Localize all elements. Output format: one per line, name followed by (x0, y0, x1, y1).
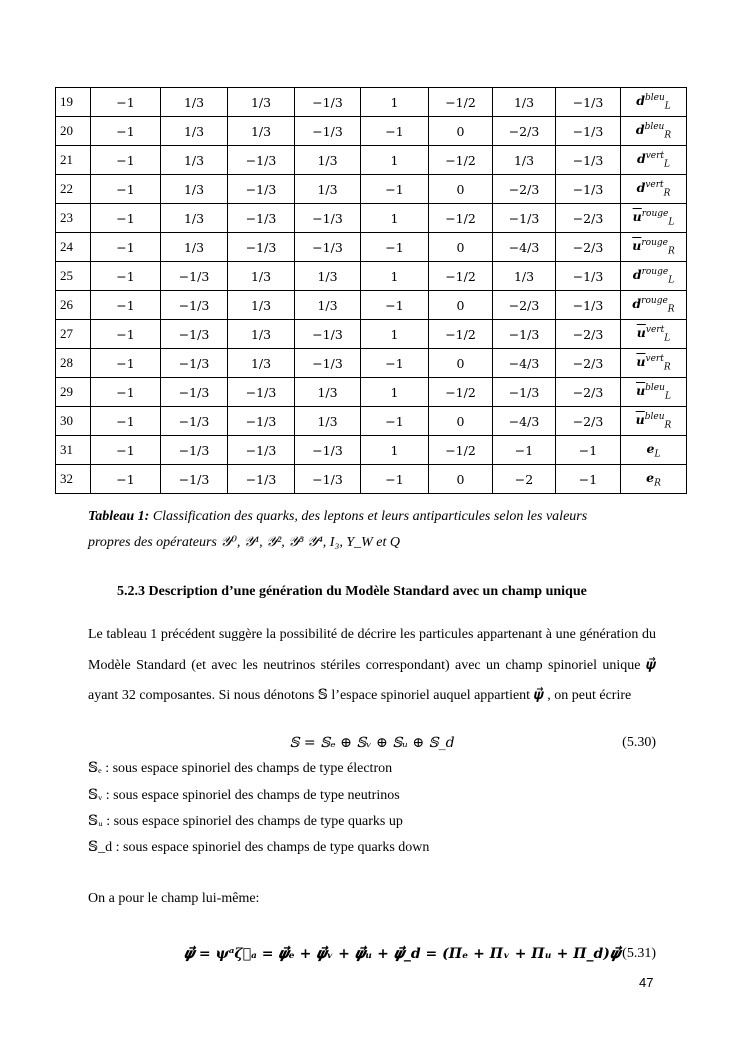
particle-base: $\overline{u}$ (632, 208, 642, 224)
table-cell: 1/3 (295, 175, 361, 204)
body-paragraph: Le tableau 1 précédent suggère la possibilité de décrire les particules appartenant à une génération du Modèle Standard (et avec les neutrinos stériles correspondant) avec un champ spinoriel unique 𝝍⃗ ayant 32 composantes. Si nous dénotons 𝕊 l’espace spinoriel auquel appartient 𝝍⃗ , on peut écrire (88, 627, 656, 703)
table-cell: −2/3 (556, 233, 621, 262)
particle-color: vert (645, 324, 665, 335)
table-cell: −1/3 (228, 407, 295, 436)
particle-symbol (621, 320, 687, 349)
table-cell: 1 (361, 378, 429, 407)
table-cell: −1 (91, 320, 161, 349)
row-index: 27 (56, 320, 91, 349)
table-cell: −1/3 (228, 465, 295, 494)
table-cell: −1 (361, 233, 429, 262)
particle-base: d (635, 121, 645, 137)
table-cell: −1/2 (429, 204, 493, 233)
particle-symbol (621, 436, 687, 465)
table-row (56, 407, 687, 436)
particle-chirality: L (664, 333, 671, 344)
particle-symbol (621, 233, 687, 262)
table-cell: 1/3 (161, 88, 228, 117)
table-cell: −1/2 (429, 436, 493, 465)
table-cell: 1/3 (228, 291, 295, 320)
table-cell: −1/2 (429, 320, 493, 349)
table-row (56, 320, 687, 349)
table-cell: −1/3 (295, 436, 361, 465)
table-cell: 0 (429, 349, 493, 378)
table-cell: −1/3 (295, 117, 361, 146)
particle-symbol (621, 407, 687, 436)
table-cell: −1/3 (228, 378, 295, 407)
particle-chirality: R (663, 362, 671, 373)
table-cell: 1/3 (228, 88, 295, 117)
table-row (56, 233, 687, 262)
table-cell: 0 (429, 233, 493, 262)
table-cell: −1 (91, 291, 161, 320)
table-cell: −1 (361, 175, 429, 204)
table-cell: 1/3 (161, 146, 228, 175)
table-cell: −1/3 (295, 88, 361, 117)
particle-chirality: L (654, 449, 661, 460)
definition-line: 𝕊ᵤ : sous espace spinoriel des champs de type quarks up (88, 814, 403, 829)
particle-base: e (646, 440, 655, 456)
table-cell: −1 (361, 117, 429, 146)
section-heading: 5.2.3 Description d’une génération du Modèle Standard avec un champ unique (117, 584, 587, 599)
table-row (56, 204, 687, 233)
particle-chirality: L (664, 101, 671, 112)
particle-chirality: L (668, 217, 675, 228)
particle-base: d (632, 266, 642, 282)
equation-5-31-number: (5.31) (622, 946, 656, 961)
particle-chirality: R (667, 246, 675, 257)
table-cell: −1 (361, 291, 429, 320)
particle-chirality: R (664, 130, 672, 141)
table-caption (88, 504, 668, 556)
particle-chirality: R (664, 420, 672, 431)
table-cell: −2/3 (493, 175, 556, 204)
table-cell: −1/3 (161, 320, 228, 349)
table-cell: −1/3 (556, 88, 621, 117)
row-index: 24 (56, 233, 91, 262)
table-cell: 1 (361, 204, 429, 233)
row-index: 22 (56, 175, 91, 204)
table-cell: −2/3 (493, 117, 556, 146)
particle-chirality: L (668, 275, 675, 286)
table-cell: 1 (361, 262, 429, 291)
particle-base: $\overline{u}$ (632, 237, 642, 253)
table-cell: −1/3 (556, 175, 621, 204)
table-cell: −1/3 (228, 436, 295, 465)
table-cell: −1/3 (228, 146, 295, 175)
table-cell: 0 (429, 407, 493, 436)
particle-symbol (621, 378, 687, 407)
table-cell: −1/3 (228, 233, 295, 262)
row-index: 31 (56, 436, 91, 465)
particle-chirality: L (664, 391, 671, 402)
row-index: 26 (56, 291, 91, 320)
table-cell: −4/3 (493, 233, 556, 262)
particle-color: vert (645, 179, 664, 190)
particle-chirality: R (663, 188, 671, 199)
table-row (56, 88, 687, 117)
table-cell: −1/3 (161, 465, 228, 494)
row-index: 19 (56, 88, 91, 117)
particle-color: bleu (645, 382, 665, 393)
table-cell: −1/3 (295, 320, 361, 349)
table-cell: 0 (429, 465, 493, 494)
row-index: 29 (56, 378, 91, 407)
table-cell: −1/2 (429, 146, 493, 175)
equation-5-31-math: 𝝍⃗ = 𝝍ᵃζ⃗ₐ = 𝝍⃗ₑ + 𝝍⃗ᵥ + 𝝍⃗ᵤ + 𝝍⃗_d = (Πₑ + Πᵥ + Πᵤ + Π_d)𝝍⃗ (183, 946, 621, 962)
particle-color: rouge (641, 237, 668, 248)
table-cell: 0 (429, 291, 493, 320)
particle-base: $\overline{u}$ (636, 382, 646, 398)
table-cell: 0 (429, 175, 493, 204)
table-cell: −2/3 (556, 407, 621, 436)
table-row (56, 349, 687, 378)
particle-symbol (621, 204, 687, 233)
table-cell: 1/3 (161, 204, 228, 233)
table-cell: −1 (91, 175, 161, 204)
table-cell: −1 (556, 465, 621, 494)
definition-line: 𝕊_d : sous espace spinoriel des champs de type quarks down (88, 840, 430, 855)
particle-color: vert (645, 353, 664, 364)
row-index: 23 (56, 204, 91, 233)
particle-color: bleu (644, 121, 665, 132)
particle-color: vert (645, 150, 665, 161)
table-cell: 1/3 (161, 117, 228, 146)
table-cell: −1 (556, 436, 621, 465)
table-cell: −1/3 (228, 204, 295, 233)
table-cell: −2/3 (493, 291, 556, 320)
table-cell: 1/3 (228, 117, 295, 146)
particle-symbol (621, 175, 687, 204)
particle-symbol (621, 291, 687, 320)
particle-symbol (621, 88, 687, 117)
table-cell: 1/3 (295, 262, 361, 291)
definition-line: 𝕊ᵥ : sous espace spinoriel des champs de type neutrinos (88, 788, 400, 803)
table-cell: 1/3 (228, 320, 295, 349)
table-cell: −1/3 (161, 378, 228, 407)
particle-base: $\overline{u}$ (635, 411, 645, 427)
table-cell: −4/3 (493, 349, 556, 378)
table-cell: 1/3 (493, 262, 556, 291)
table-cell: −1 (91, 146, 161, 175)
table-cell: −1 (91, 378, 161, 407)
field-intro: On a pour le champ lui-même: (88, 891, 260, 906)
particle-chirality: L (664, 159, 671, 170)
table-cell: −1/3 (295, 233, 361, 262)
particle-symbol (621, 262, 687, 291)
table-row (56, 146, 687, 175)
classification-table (55, 87, 687, 494)
particle-symbol (621, 349, 687, 378)
table-cell: −1/3 (493, 204, 556, 233)
equation-5-30 (88, 735, 656, 755)
particle-base: d (636, 150, 646, 166)
particle-base: $\overline{u}$ (636, 353, 646, 369)
table-cell: −1 (361, 407, 429, 436)
table-cell: −1 (91, 88, 161, 117)
table-cell: 1/3 (295, 291, 361, 320)
table-cell: 1/3 (228, 262, 295, 291)
particle-chirality: R (667, 304, 675, 315)
table-cell: 1/3 (228, 349, 295, 378)
equation-5-31 (88, 946, 656, 966)
particle-color: rouge (641, 266, 669, 277)
table-cell: −1/3 (556, 117, 621, 146)
particle-color: rouge (641, 208, 669, 219)
table-cell: −2/3 (556, 378, 621, 407)
table-cell: −1 (91, 436, 161, 465)
table-cell: −1/2 (429, 88, 493, 117)
table-row (56, 378, 687, 407)
table-row (56, 436, 687, 465)
table-cell: 1 (361, 436, 429, 465)
table-cell: 1/3 (161, 233, 228, 262)
table-cell: −1/3 (493, 320, 556, 349)
table-cell: −1 (361, 465, 429, 494)
table-cell: −1/3 (556, 262, 621, 291)
table-cell: −1/3 (493, 378, 556, 407)
particle-color: bleu (645, 92, 665, 103)
table-cell: 0 (429, 117, 493, 146)
table-cell: −2/3 (556, 320, 621, 349)
row-index: 21 (56, 146, 91, 175)
table-cell: −1/3 (556, 291, 621, 320)
row-index: 25 (56, 262, 91, 291)
table-cell: 1/3 (493, 146, 556, 175)
row-index: 20 (56, 117, 91, 146)
table-row (56, 117, 687, 146)
table-cell: −1 (91, 465, 161, 494)
row-index: 30 (56, 407, 91, 436)
caption-label: Tableau 1: (88, 509, 150, 524)
table-cell: −1/3 (295, 465, 361, 494)
table-cell: −1/3 (295, 349, 361, 378)
particle-chirality: R (654, 478, 661, 489)
table-cell: 1 (361, 320, 429, 349)
table-cell: −1 (91, 262, 161, 291)
table-cell: −1 (91, 117, 161, 146)
row-index: 32 (56, 465, 91, 494)
table-cell: −1/3 (228, 175, 295, 204)
particle-base: d (632, 295, 642, 311)
table-row (56, 291, 687, 320)
table-cell: −1/2 (429, 378, 493, 407)
table-cell: 1/3 (295, 407, 361, 436)
table-cell: −2 (493, 465, 556, 494)
table-cell: −1 (91, 204, 161, 233)
table-row (56, 465, 687, 494)
table-cell: −1/3 (161, 291, 228, 320)
table-cell: 1/3 (295, 146, 361, 175)
particle-color: rouge (641, 295, 668, 306)
table-cell: −1 (493, 436, 556, 465)
definition-line: 𝕊ₑ : sous espace spinoriel des champs de type électron (88, 761, 393, 776)
particle-base: d (636, 92, 645, 108)
row-index: 28 (56, 349, 91, 378)
table-cell: 1/3 (295, 378, 361, 407)
particle-symbol (621, 465, 687, 494)
table-cell: −2/3 (556, 349, 621, 378)
table-cell: −1/3 (161, 436, 228, 465)
particle-base: d (636, 179, 646, 195)
table-cell: −1/3 (161, 349, 228, 378)
table-row (56, 262, 687, 291)
table-cell: −1/3 (295, 204, 361, 233)
table-cell: −2/3 (556, 204, 621, 233)
table-cell: −1/2 (429, 262, 493, 291)
particle-color: bleu (644, 411, 665, 422)
caption-text-2: propres des opérateurs 𝒴⁰, 𝒴¹, 𝒴², 𝒴³ 𝒴⁴, I₃, Y_W et Q (88, 535, 400, 550)
particle-base: e (646, 469, 655, 485)
table-cell: −1/3 (161, 407, 228, 436)
table-row (56, 175, 687, 204)
table-cell: 1/3 (161, 175, 228, 204)
table-cell: −1 (91, 349, 161, 378)
table-cell: −1 (91, 407, 161, 436)
particle-symbol (621, 146, 687, 175)
equation-5-30-number: (5.30) (622, 735, 656, 750)
table-cell: −1/3 (161, 262, 228, 291)
table-cell: −1/3 (556, 146, 621, 175)
table-cell: −1 (361, 349, 429, 378)
table-cell: −4/3 (493, 407, 556, 436)
particle-symbol (621, 117, 687, 146)
table-cell: 1 (361, 146, 429, 175)
table-cell: 1 (361, 88, 429, 117)
page-number: 47 (639, 975, 654, 990)
caption-text-1: Classification des quarks, des leptons et leurs antiparticules selon les valeurs (149, 509, 588, 524)
particle-base: $\overline{u}$ (636, 324, 646, 340)
table-cell: 1/3 (493, 88, 556, 117)
equation-5-30-math: 𝕊 = 𝕊ₑ ⊕ 𝕊ᵥ ⊕ 𝕊ᵤ ⊕ 𝕊_d (289, 735, 455, 751)
table-cell: −1 (91, 233, 161, 262)
